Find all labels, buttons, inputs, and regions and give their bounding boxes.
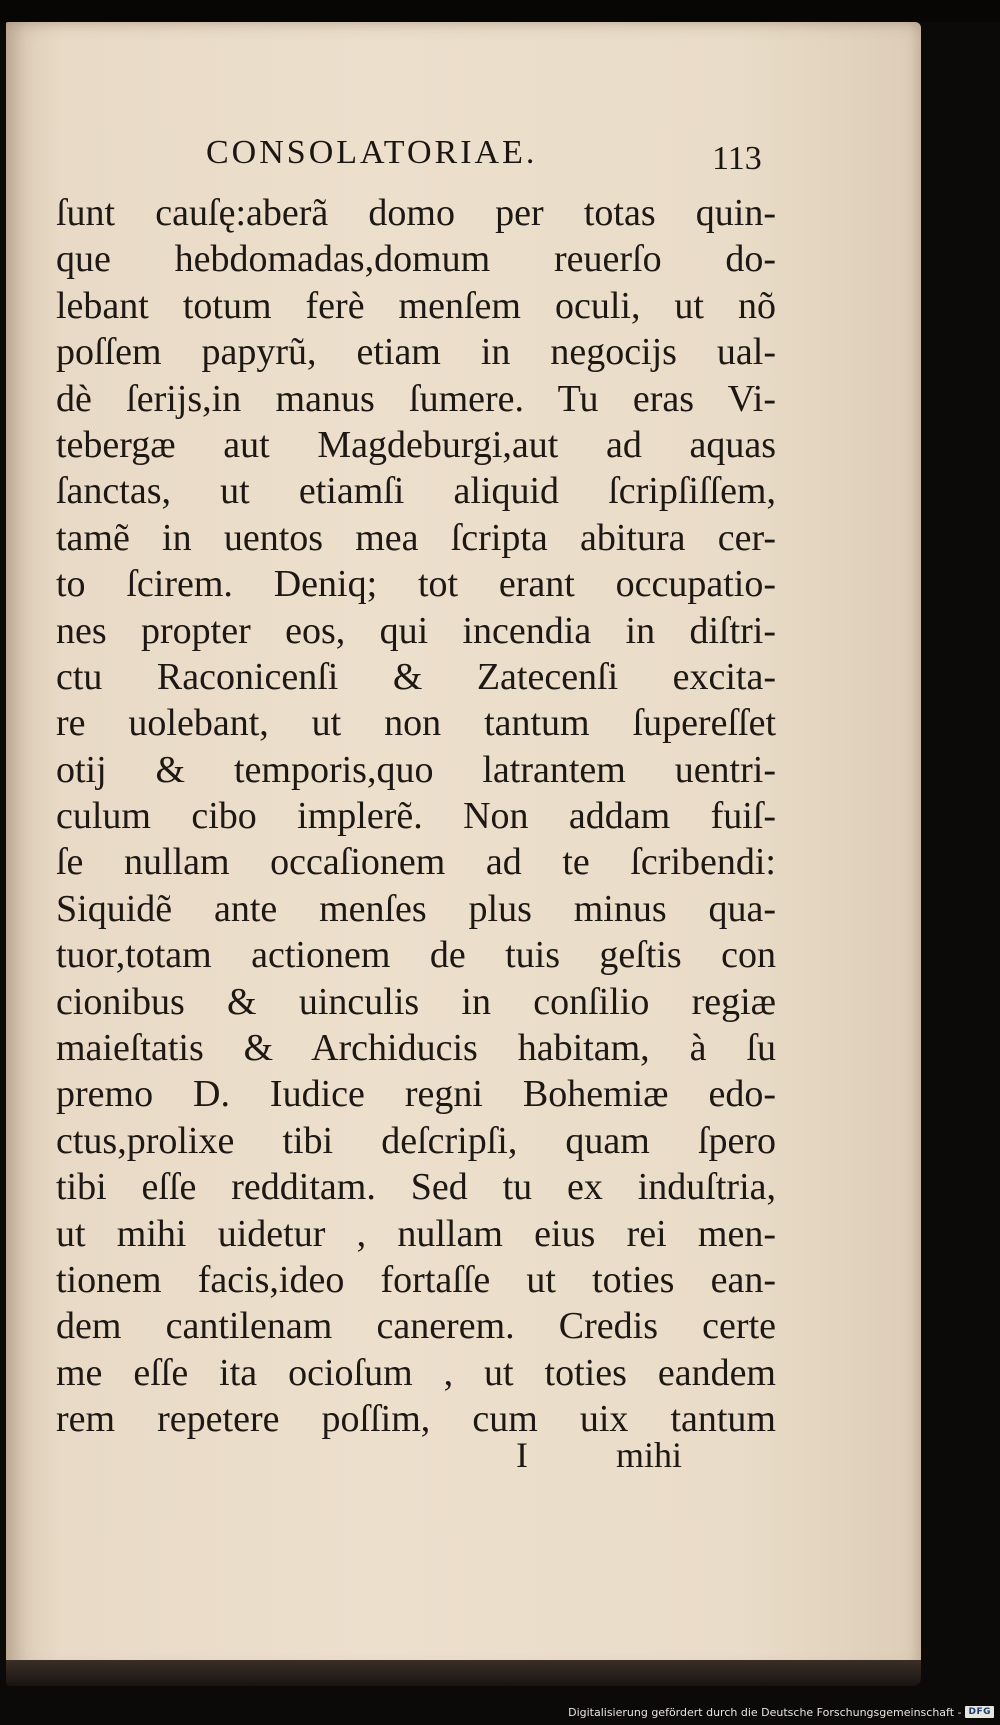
text-line: culum cibo implerẽ. Non addam fuiſ- — [56, 795, 776, 838]
text-line: rem repetere poſſim, cum uix tantum — [56, 1398, 776, 1441]
text-line: premo D. Iudice regni Bohemiæ edo- — [56, 1073, 776, 1116]
text-line: to ſcirem. Deniq; tot erant occupatio- — [56, 563, 776, 606]
text-line: poſſem papyrũ, etiam in negocijs ual- — [56, 331, 776, 374]
page-bottom-edge — [6, 1660, 921, 1686]
text-line: ſe nullam occaſionem ad te ſcribendi: — [56, 841, 776, 884]
text-line: lebant totum ferè menſem oculi, ut nõ — [56, 284, 776, 327]
text-line: re uolebant, ut non tantum ſupereſſet — [56, 702, 776, 745]
text-line: Siquidẽ ante menſes plus minus qua- — [56, 887, 776, 930]
text-line: ctus,prolixe tibi deſcripſi, quam ſpero — [56, 1119, 776, 1162]
running-head: CONSOLATORIAE. — [206, 134, 538, 171]
text-line: ut mihi uidetur , nullam eius rei men- — [56, 1212, 776, 1255]
text-line: me eſſe ita ocioſum , ut toties eandem — [56, 1351, 776, 1394]
text-line: dem cantilenam canerem. Credis certe — [56, 1305, 776, 1348]
text-line: maieſtatis & Archiducis habitam, à ſu — [56, 1027, 776, 1070]
text-line: ſunt cauſę:aberã domo per totas quin- — [56, 192, 776, 234]
catchword: mihi — [616, 1435, 683, 1475]
text-line: ctu Raconicenſi & Zatecenſi excita- — [56, 655, 776, 698]
page-number: 113 — [712, 140, 762, 177]
text-line: tamẽ in uentos mea ſcripta abitura cer- — [56, 516, 776, 559]
credit-text: Digitalisierung gefördert durch die Deutsche Forschungsgemeinschaft - — [568, 1705, 962, 1719]
book-page — [6, 22, 921, 1672]
text-line: que hebdomadas,domum reuerſo do- — [56, 238, 776, 281]
text-line: tionem facis,ideo fortaſſe ut toties ean- — [56, 1258, 776, 1301]
dfg-logo-icon: DFG — [965, 1706, 994, 1718]
text-line: ſanctas, ut etiamſi aliquid ſcripſiſſem, — [56, 470, 776, 513]
text-line: otij & temporis,quo latrantem uentri- — [56, 748, 776, 791]
scan-top-edge — [0, 0, 1000, 22]
text-line: tuor,totam actionem de tuis geſtis con — [56, 934, 776, 977]
signature-mark: I — [516, 1435, 528, 1475]
text-line: nes propter eos, qui incendia in diſtri- — [56, 609, 776, 652]
text-line: cionibus & uinculis in conſilio regiæ — [56, 980, 776, 1023]
digitization-credit — [568, 1705, 994, 1719]
text-line: tebergæ aut Magdeburgi,aut ad aquas — [56, 423, 776, 466]
text-line: tibi eſſe redditam. Sed tu ex induſtria, — [56, 1166, 776, 1209]
text-line: dè ſerijs,in manus ſumere. Tu eras Vi- — [56, 377, 776, 420]
text-body — [56, 190, 776, 1443]
